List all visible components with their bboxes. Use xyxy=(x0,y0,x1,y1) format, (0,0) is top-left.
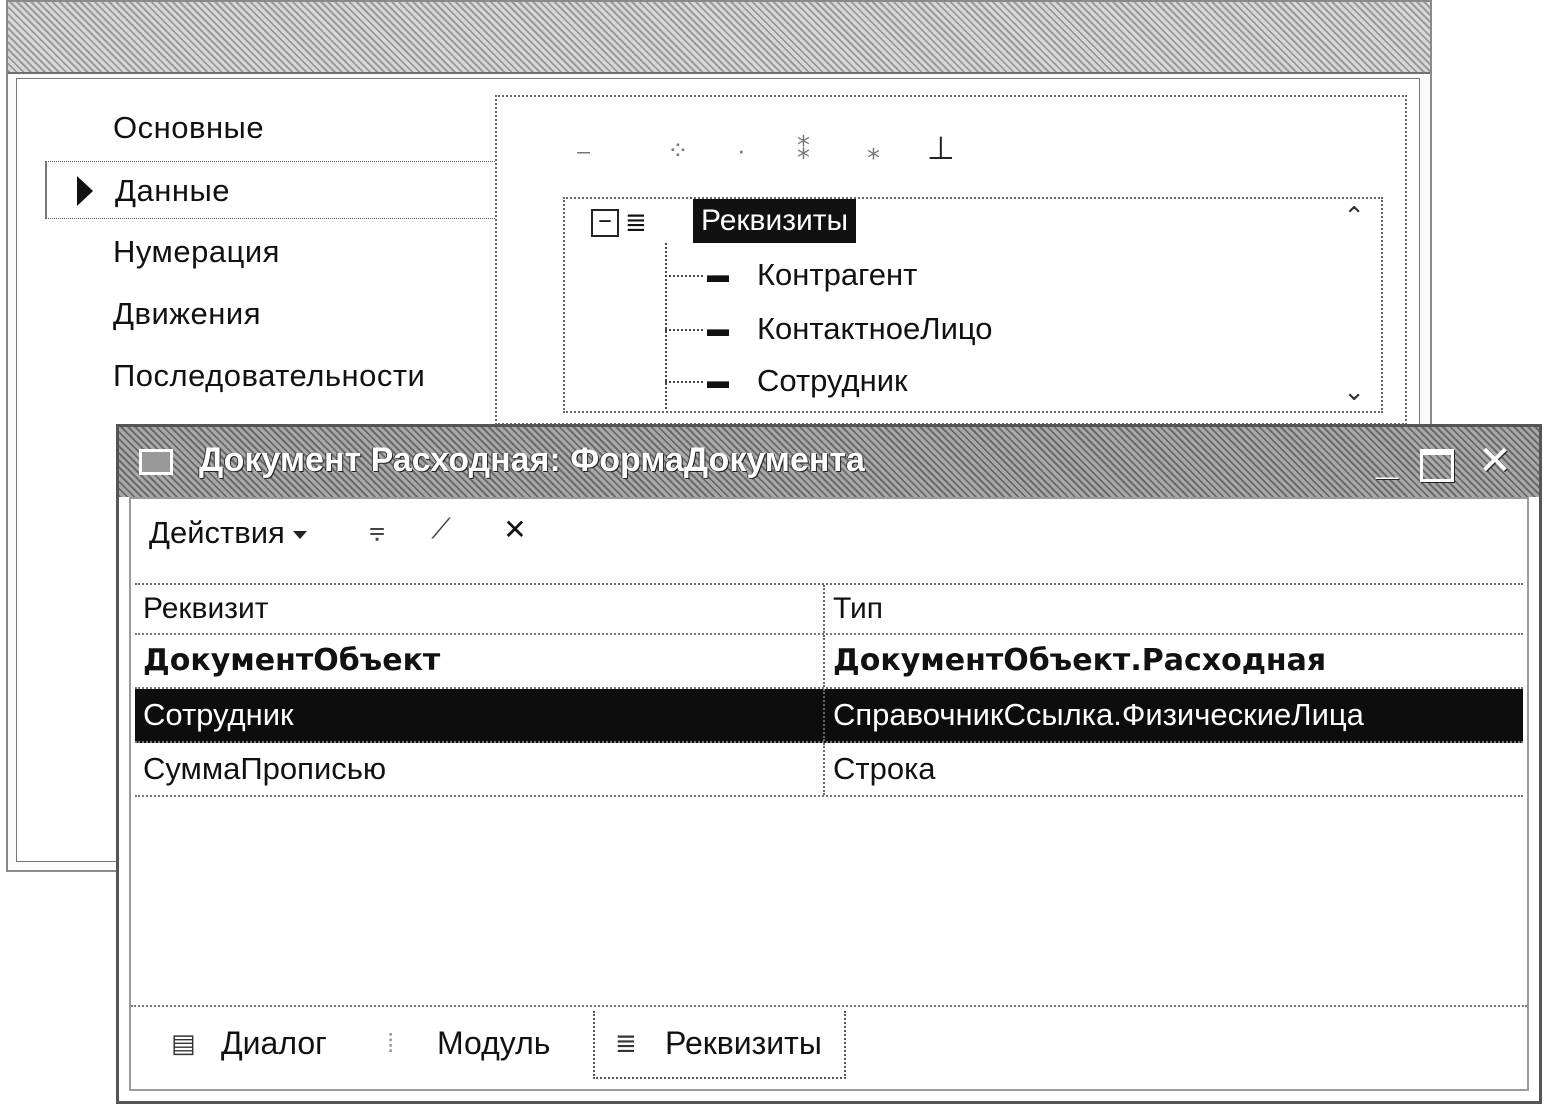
minimize-button[interactable]: _ xyxy=(1375,439,1399,483)
tree-toolbar xyxy=(577,127,997,177)
form-window-icon xyxy=(139,449,173,475)
table-row-selected[interactable] xyxy=(135,689,1523,743)
tree-connector xyxy=(665,329,703,331)
column-header-type[interactable]: Тип xyxy=(833,592,884,625)
nav-item-sequences[interactable] xyxy=(45,347,495,405)
attribute-icon: ▬ xyxy=(707,316,729,341)
attribute-type-cell: СправочникСсылка.ФизическиеЛица xyxy=(833,697,1364,732)
form-titlebar[interactable] xyxy=(119,427,1539,497)
form-editor-body xyxy=(129,497,1529,1091)
form-editor-window xyxy=(116,424,1542,1104)
form-editor-tabs xyxy=(131,1005,1527,1089)
scroll-up-icon[interactable]: ⌃ xyxy=(1343,201,1365,231)
attributes-icon: ≣ xyxy=(615,1028,637,1058)
close-button[interactable]: ✕ xyxy=(1478,439,1512,483)
edit-icon[interactable]: · xyxy=(737,135,746,165)
dialog-icon: ▤ xyxy=(171,1028,196,1058)
copy-icon[interactable]: ⁘ xyxy=(667,135,689,165)
nav-item-basic[interactable] xyxy=(45,99,495,157)
selected-arrow-icon xyxy=(77,176,93,206)
nav-item-label: Последовательности xyxy=(113,358,426,393)
add-icon[interactable]: ⎯ xyxy=(577,135,591,165)
tab-label: Модуль xyxy=(437,1025,551,1061)
attributes-group-icon: ≣ xyxy=(625,207,647,237)
tab-label: Диалог xyxy=(221,1025,327,1061)
attributes-table xyxy=(135,583,1523,1015)
column-header-attribute[interactable]: Реквизит xyxy=(135,585,825,633)
scroll-down-icon[interactable]: ⌄ xyxy=(1343,376,1365,406)
add-attribute-icon[interactable]: ⩦ xyxy=(368,513,386,544)
data-properties-pane xyxy=(495,95,1407,425)
collapse-icon[interactable]: − xyxy=(591,209,619,237)
attribute-icon: ▬ xyxy=(707,368,729,393)
sort-icon[interactable]: ⊥ xyxy=(927,130,955,166)
tab-label: Реквизиты xyxy=(665,1025,822,1061)
maximize-icon xyxy=(1420,449,1454,482)
window-title: Документ Расходная: ФормаДокумента xyxy=(199,441,865,479)
tab-dialog[interactable] xyxy=(151,1011,349,1079)
delete-attribute-icon[interactable]: ✕ xyxy=(503,514,527,545)
nav-item-data[interactable] xyxy=(45,161,495,219)
attribute-name-cell: ДокументОбъект xyxy=(135,635,825,687)
move-down-icon[interactable]: ⁎ xyxy=(867,135,880,165)
attribute-icon: ▬ xyxy=(707,262,729,287)
tree-item-label: КонтактноеЛицо xyxy=(757,311,993,346)
tree-connector xyxy=(665,243,667,413)
nav-item-label: Нумерация xyxy=(113,234,280,269)
dropdown-caret-icon xyxy=(293,531,307,539)
nav-item-movements[interactable] xyxy=(45,285,495,343)
tree-connector xyxy=(665,275,703,277)
attribute-name-cell: Сотрудник xyxy=(135,689,825,741)
tree-item-label: Сотрудник xyxy=(757,363,908,398)
actions-menu-button[interactable] xyxy=(149,515,307,551)
tab-module[interactable] xyxy=(367,1011,572,1079)
tree-item-label: Контрагент xyxy=(757,257,918,292)
nav-item-label: Движения xyxy=(113,296,261,331)
attributes-tree xyxy=(563,197,1383,413)
nav-item-label: Основные xyxy=(113,110,265,145)
tree-root-label[interactable]: Реквизиты xyxy=(693,199,856,243)
attributes-toolbar xyxy=(131,499,1527,583)
table-header xyxy=(135,585,1523,635)
tab-attributes[interactable] xyxy=(593,1011,846,1079)
table-row[interactable] xyxy=(135,635,1523,689)
table-row[interactable] xyxy=(135,743,1523,797)
actions-label: Действия xyxy=(149,515,285,550)
tree-connector xyxy=(665,381,703,383)
move-up-icon[interactable]: ⁑ xyxy=(797,135,810,165)
background-titlebar[interactable] xyxy=(8,2,1430,74)
attribute-type-cell: ДокументОбъект.Расходная xyxy=(833,643,1327,678)
module-icon: ⁞ xyxy=(387,1028,395,1058)
attribute-type-cell: Строка xyxy=(833,751,936,786)
maximize-button[interactable] xyxy=(1415,441,1459,483)
attribute-name-cell: СуммаПрописью xyxy=(135,743,825,795)
nav-item-label: Данные xyxy=(115,173,230,208)
edit-attribute-icon[interactable]: ⟋ xyxy=(431,513,451,544)
nav-item-numbering[interactable] xyxy=(45,223,495,281)
